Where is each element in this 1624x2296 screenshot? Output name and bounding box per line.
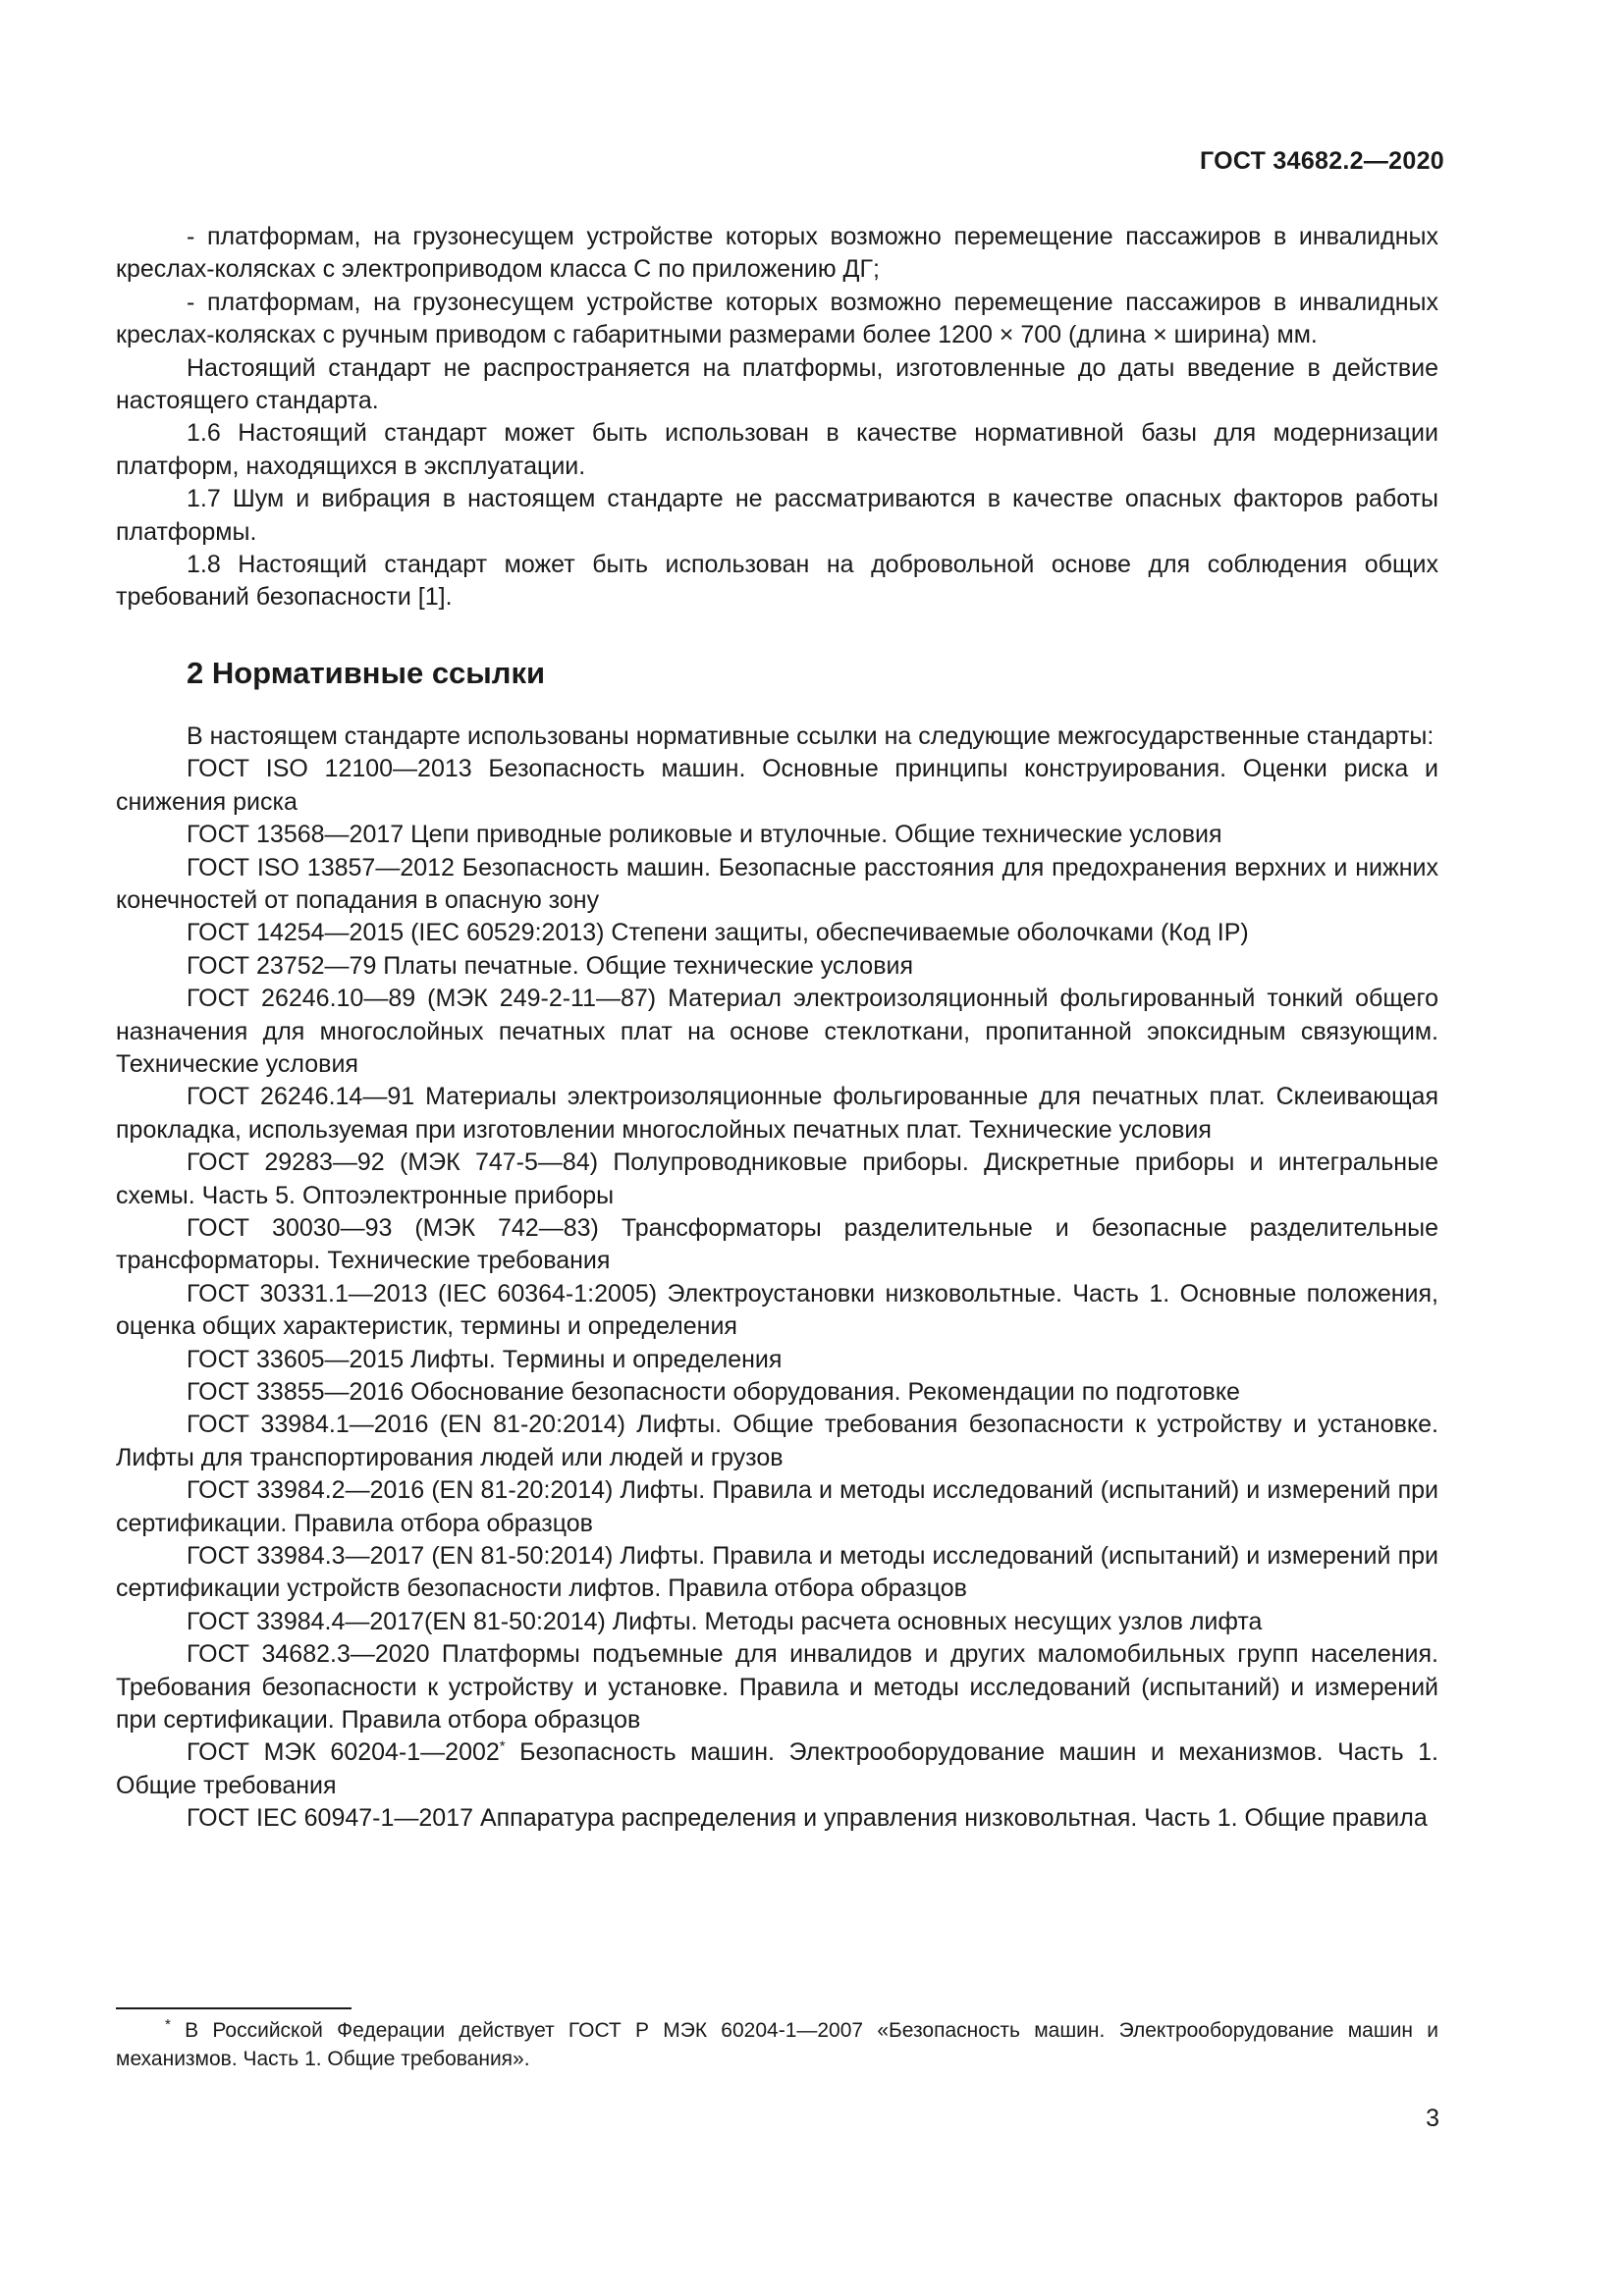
reference-item: ГОСТ ISO 12100—2013 Безопасность машин. Основные принципы конструирования. Оценки риска и снижения риска — [116, 755, 1438, 816]
reference-item: ГОСТ 23752—79 Платы печатные. Общие технические условия — [187, 951, 913, 980]
paragraph: - платформам, на грузонесущем устройстве которых возможно перемещение пассажиров в инвалидных креслах-колясках с электроприводом класса С по приложению ДГ; — [116, 223, 1438, 284]
paragraph: - платформам, на грузонесущем устройстве которых возможно перемещение пассажиров в инвалидных креслах-колясках с ручным приводом с габаритными размерами более 1200 × 700 (длина × ширина) мм. — [116, 288, 1438, 349]
document-body — [116, 221, 1438, 1836]
reference-item: ГОСТ IEC 60947-1—2017 Аппаратура распределения и управления низковольтная. Часть 1. Общие правила — [187, 1804, 1428, 1833]
footnote-divider — [116, 2007, 352, 2009]
reference-item-with-footnote — [116, 1736, 1438, 1802]
document-header: ГОСТ 34682.2—2020 — [1199, 147, 1444, 175]
section-title: 2 Нормативные ссылки — [187, 655, 546, 690]
reference-title: Безопасность машин. Электрооборудование машин и механизмов. Часть 1. Общие требования — [116, 1738, 1438, 1799]
reference-item: ГОСТ 33605—2015 Лифты. Термины и определения — [187, 1345, 783, 1373]
footnote-marker: * — [499, 1738, 506, 1756]
paragraph: Настоящий стандарт не распространяется на платформы, изготовленные до даты введение в действие настоящего стандарта. — [116, 353, 1438, 415]
reference-item: ГОСТ 34682.3—2020 Платформы подъемные для инвалидов и других маломобильных групп населения. Требования безопасности к устройству и установке. Правила и методы исследований (испытаний) и измерений при сертификации. Правила отбора образцов — [116, 1640, 1438, 1735]
reference-item: ГОСТ 33984.2—2016 (EN 81-20:2014) Лифты. Правила и методы исследований (испытаний) и измерений при сертификации. Правила отбора образцов — [116, 1476, 1438, 1537]
reference-item: ГОСТ ISO 13857—2012 Безопасность машин. Безопасные расстояния для предохранения верхних и нижних конечностей от попадания в опасную зону — [116, 853, 1438, 914]
footnote — [116, 2016, 1438, 2073]
reference-item: ГОСТ 33984.1—2016 (EN 81-20:2014) Лифты. Общие требования безопасности к устройству и установке. Лифты для транспортирования людей или людей и грузов — [116, 1411, 1438, 1471]
reference-item: ГОСТ 30030—93 (МЭК 742—83) Трансформаторы разделительные и безопасные разделительные трансформаторы. Технические требования — [116, 1213, 1438, 1275]
paragraph: В настоящем стандарте использованы нормативные ссылки на следующие межгосударственные стандарты: — [187, 721, 1435, 750]
reference-item: ГОСТ 14254—2015 (IEC 60529:2013) Степени защиты, обеспечиваемые оболочками (Код IP) — [187, 919, 1249, 947]
footnote-text: В Российской Федерации действует ГОСТ Р МЭК 60204-1—2007 «Безопасность машин. Электрооборудование машин и механизмов. Часть 1. Общие требования». — [116, 2019, 1438, 2070]
paragraph: 1.6 Настоящий стандарт может быть использован в качестве нормативной базы для модернизации платформ, находящихся в эксплуатации. — [116, 419, 1438, 480]
reference-item: ГОСТ 26246.10—89 (МЭК 249-2-11—87) Материал электроизоляционный фольгированный тонкий общего назначения для многослойных печатных плат на основе стеклоткани, пропитанной эпоксидным связующим. Технические условия — [116, 985, 1438, 1078]
paragraph: 1.8 Настоящий стандарт может быть использован на добровольной основе для соблюдения общих требований безопасности [1]. — [116, 551, 1438, 612]
reference-item: ГОСТ 30331.1—2013 (IEC 60364-1:2005) Электроустановки низковольтные. Часть 1. Основные положения, оценка общих характеристик, термины и определения — [116, 1279, 1438, 1341]
reference-code: ГОСТ МЭК 60204-1—2002 — [187, 1738, 500, 1767]
page-number: 3 — [1426, 2105, 1439, 2132]
reference-item: ГОСТ 33855—2016 Обоснование безопасности оборудования. Рекомендации по подготовке — [187, 1378, 1240, 1406]
footnote-marker: * — [165, 2016, 171, 2033]
reference-item: ГОСТ 33984.3—2017 (EN 81-50:2014) Лифты. Правила и методы исследований (испытаний) и измерений при сертификации устройств безопасности лифтов. Правила отбора образцов — [116, 1542, 1438, 1603]
reference-item: ГОСТ 13568—2017 Цепи приводные роликовые и втулочные. Общие технические условия — [187, 821, 1222, 849]
reference-item: ГОСТ 26246.14—91 Материалы электроизоляционные фольгированные для печатных плат. Склеивающая прокладка, используемая при изготовлении многослойных печатных плат. Технические условия — [116, 1083, 1438, 1144]
reference-item: ГОСТ 33984.4—2017(EN 81-50:2014) Лифты. Методы расчета основных несущих узлов лифта — [187, 1607, 1263, 1635]
reference-item: ГОСТ 29283—92 (МЭК 747-5—84) Полупроводниковые приборы. Дискретные приборы и интегральные схемы. Часть 5. Оптоэлектронные приборы — [116, 1148, 1438, 1209]
paragraph: 1.7 Шум и вибрация в настоящем стандарте не рассматриваются в качестве опасных факторов работы платформы. — [116, 485, 1438, 546]
